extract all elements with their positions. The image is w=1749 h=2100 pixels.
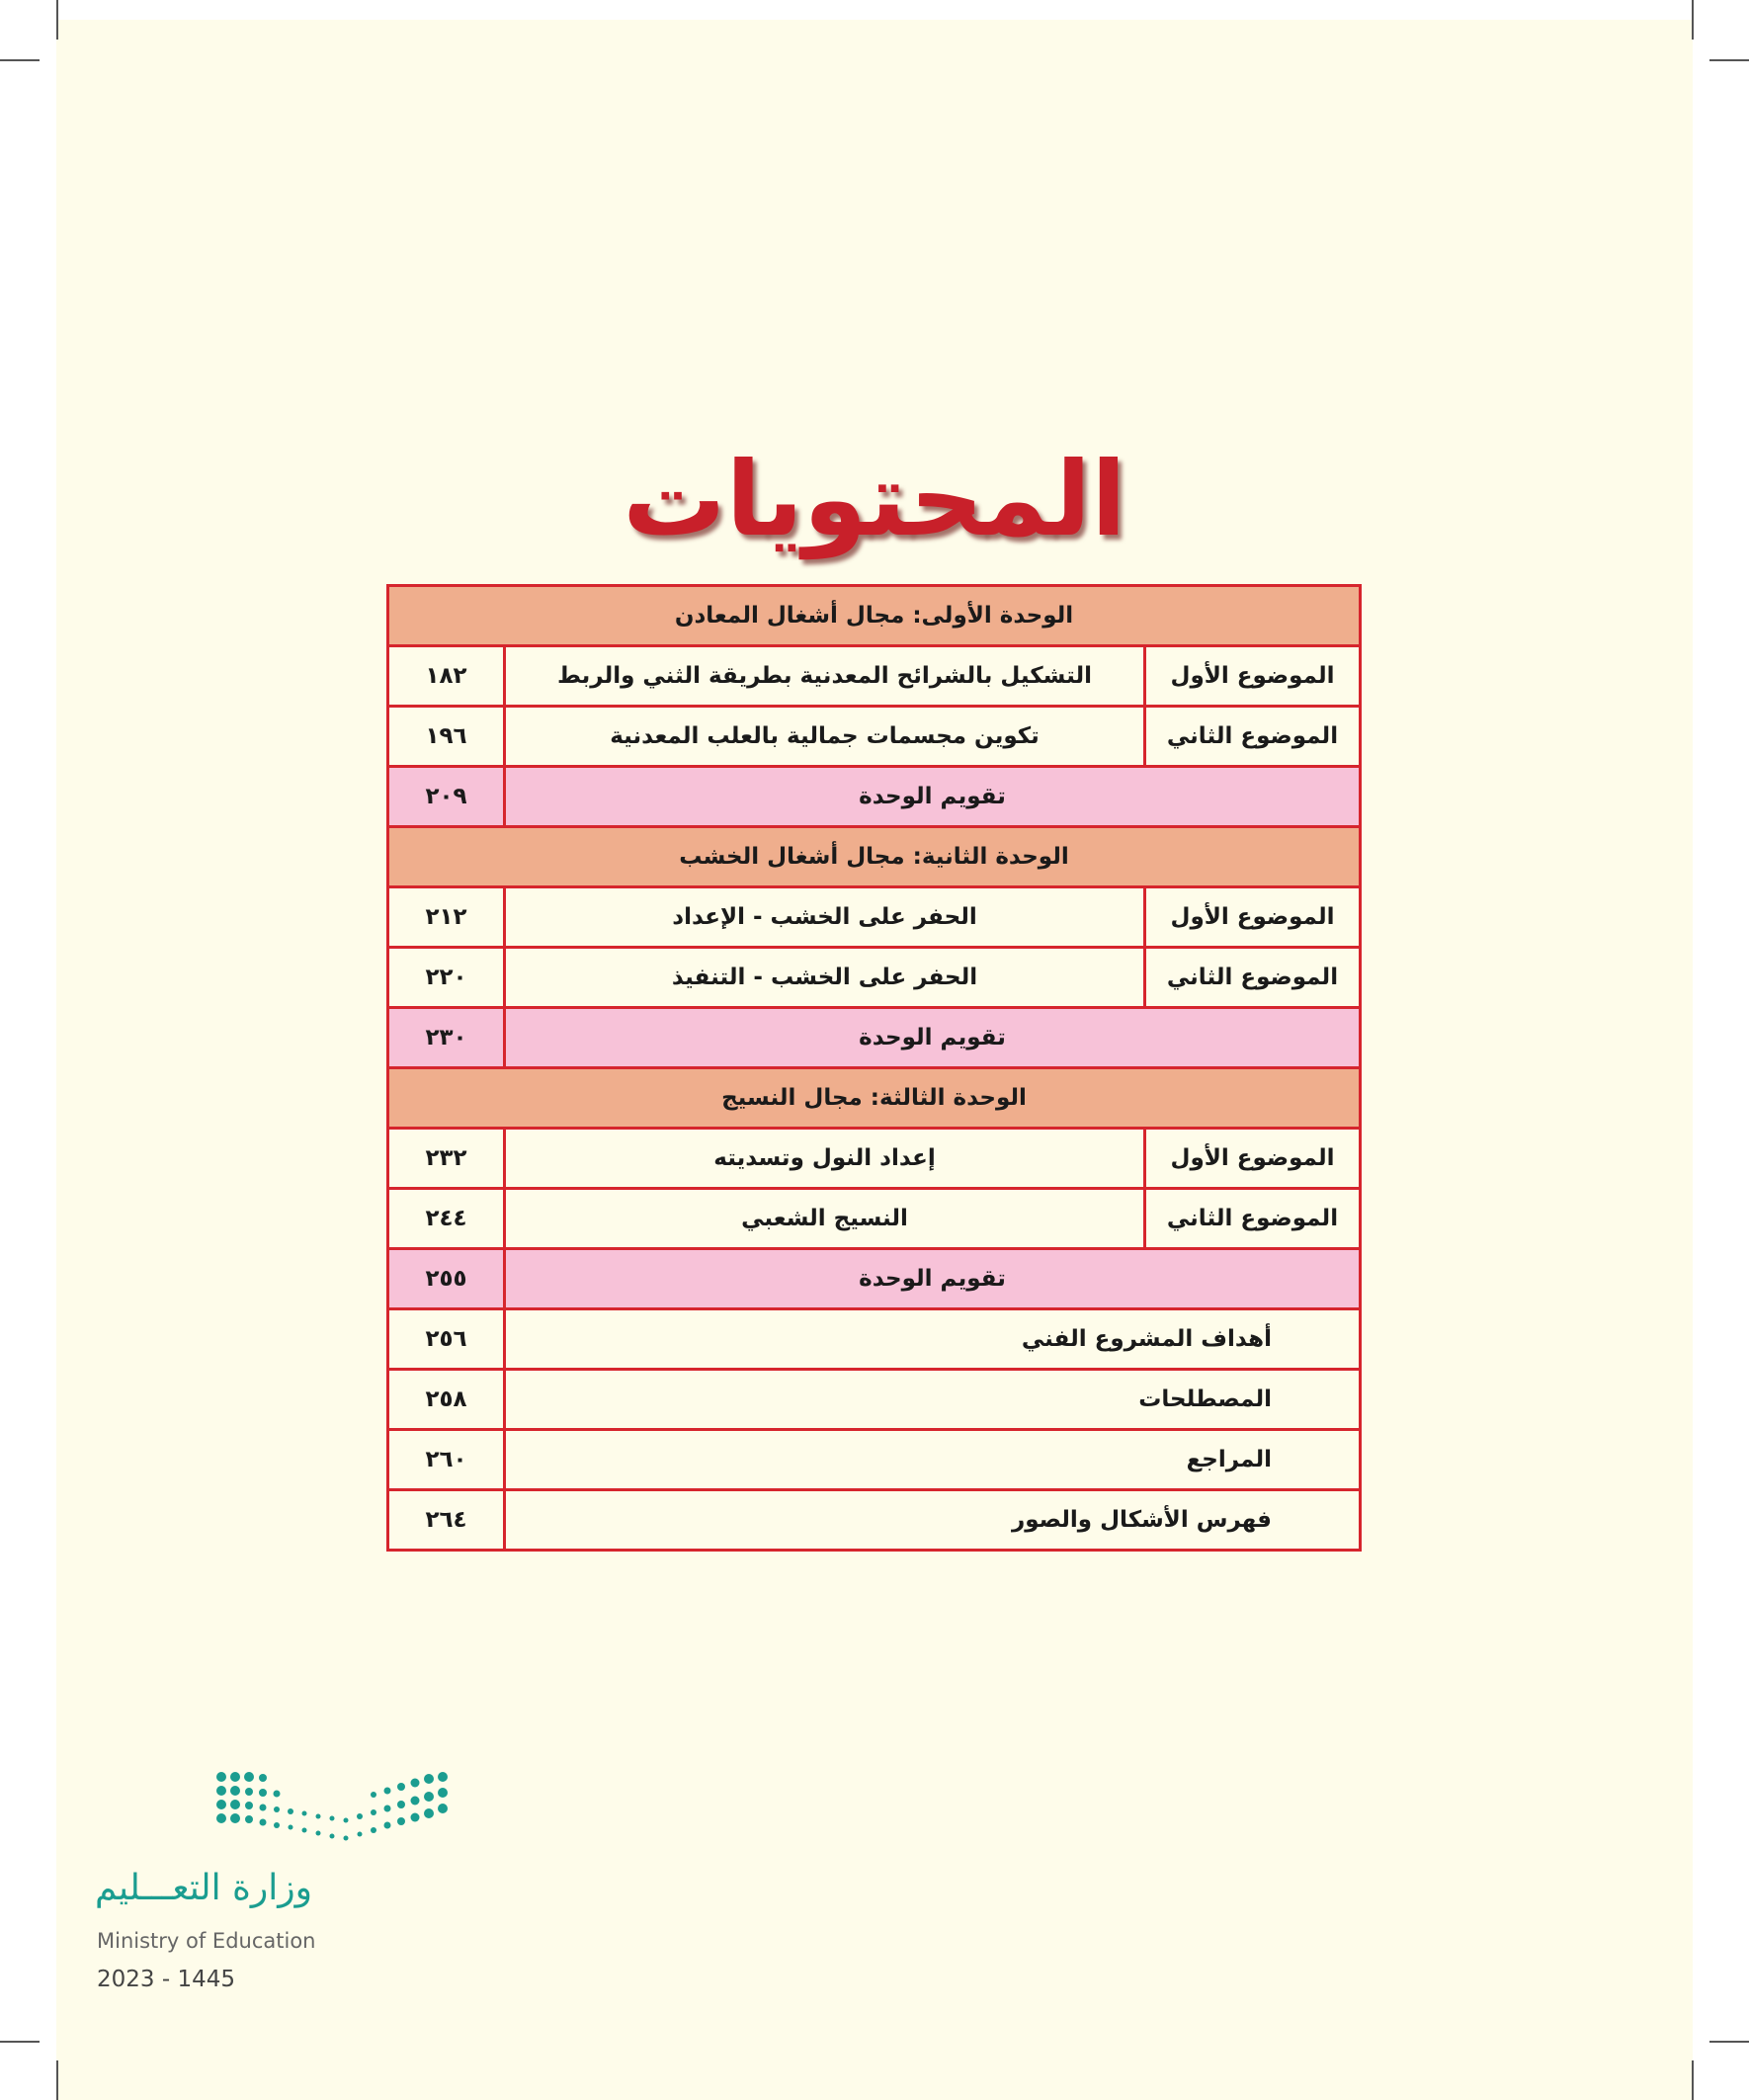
page-number: ٢٤٤ bbox=[388, 1189, 505, 1249]
topic-row bbox=[388, 948, 1361, 1008]
edition-year: 2023 - 1445 bbox=[97, 1967, 235, 1992]
topic-title: إعداد النول وتسديته bbox=[505, 1129, 1145, 1189]
page-number: ٢٦٠ bbox=[388, 1430, 505, 1490]
ministry-name-english: Ministry of Education bbox=[97, 1929, 316, 1953]
unit-heading-row bbox=[388, 827, 1361, 887]
page-number: ٢٥٨ bbox=[388, 1370, 505, 1430]
topic-title: الحفر على الخشب - الإعداد bbox=[505, 887, 1145, 948]
page-number: ٢٥٦ bbox=[388, 1309, 505, 1370]
page-number: ٢٣٢ bbox=[388, 1129, 505, 1189]
topic-label: الموضوع الثاني bbox=[1145, 948, 1361, 1008]
page-number: ٢٠٩ bbox=[388, 767, 505, 827]
extra-title: المصطلحات bbox=[505, 1370, 1361, 1430]
extra-row bbox=[388, 1430, 1361, 1490]
evaluation-title: تقويم الوحدة bbox=[505, 767, 1361, 827]
topic-label: الموضوع الثاني bbox=[1145, 1189, 1361, 1249]
extra-title: المراجع bbox=[505, 1430, 1361, 1490]
unit-heading-row bbox=[388, 1068, 1361, 1129]
ministry-logo bbox=[95, 1769, 391, 2026]
extra-row bbox=[388, 1309, 1361, 1370]
extra-title: أهداف المشروع الفني bbox=[505, 1309, 1361, 1370]
evaluation-title: تقويم الوحدة bbox=[505, 1008, 1361, 1068]
crop-mark bbox=[0, 59, 40, 61]
extra-row bbox=[388, 1490, 1361, 1551]
evaluation-title: تقويم الوحدة bbox=[505, 1249, 1361, 1309]
crop-mark bbox=[1692, 0, 1694, 40]
evaluation-row bbox=[388, 1249, 1361, 1309]
crop-mark bbox=[1692, 2060, 1694, 2100]
extra-row bbox=[388, 1370, 1361, 1430]
topic-title: النسيج الشعبي bbox=[505, 1189, 1145, 1249]
crop-mark bbox=[1709, 2041, 1749, 2043]
crop-mark bbox=[56, 2060, 58, 2100]
topic-label: الموضوع الثاني bbox=[1145, 707, 1361, 767]
evaluation-row bbox=[388, 767, 1361, 827]
topic-label: الموضوع الأول bbox=[1145, 887, 1361, 948]
crop-mark bbox=[0, 2041, 40, 2043]
topic-title: التشكيل بالشرائح المعدنية بطريقة الثني والربط bbox=[505, 646, 1145, 707]
unit-heading: الوحدة الثالثة: مجال النسيج bbox=[388, 1068, 1361, 1129]
ministry-dots-icon bbox=[215, 1769, 462, 1858]
extra-title: فهرس الأشكال والصور bbox=[505, 1490, 1361, 1551]
unit-heading: الوحدة الأولى: مجال أشغال المعادن bbox=[388, 586, 1361, 646]
evaluation-row bbox=[388, 1008, 1361, 1068]
page-number: ٢٦٤ bbox=[388, 1490, 505, 1551]
topic-row bbox=[388, 1129, 1361, 1189]
unit-heading: الوحدة الثانية: مجال أشغال الخشب bbox=[388, 827, 1361, 887]
topic-label: الموضوع الأول bbox=[1145, 1129, 1361, 1189]
ministry-name-arabic: وزارة التعـــليم bbox=[95, 1868, 313, 1908]
topic-label: الموضوع الأول bbox=[1145, 646, 1361, 707]
page-number: ٢٢٠ bbox=[388, 948, 505, 1008]
topic-row bbox=[388, 646, 1361, 707]
topic-row bbox=[388, 1189, 1361, 1249]
page-number: ٢٥٥ bbox=[388, 1249, 505, 1309]
page-title: المحتويات bbox=[623, 439, 1126, 559]
crop-mark bbox=[56, 0, 58, 40]
topic-title: تكوين مجسمات جمالية بالعلب المعدنية bbox=[505, 707, 1145, 767]
topic-row bbox=[388, 707, 1361, 767]
page-number: ٢١٢ bbox=[388, 887, 505, 948]
page-number: ١٨٢ bbox=[388, 646, 505, 707]
topic-row bbox=[388, 887, 1361, 948]
unit-heading-row bbox=[388, 586, 1361, 646]
page-number: ١٩٦ bbox=[388, 707, 505, 767]
contents-table bbox=[386, 584, 1362, 1552]
page-number: ٢٣٠ bbox=[388, 1008, 505, 1068]
crop-mark bbox=[1709, 59, 1749, 61]
topic-title: الحفر على الخشب - التنفيذ bbox=[505, 948, 1145, 1008]
